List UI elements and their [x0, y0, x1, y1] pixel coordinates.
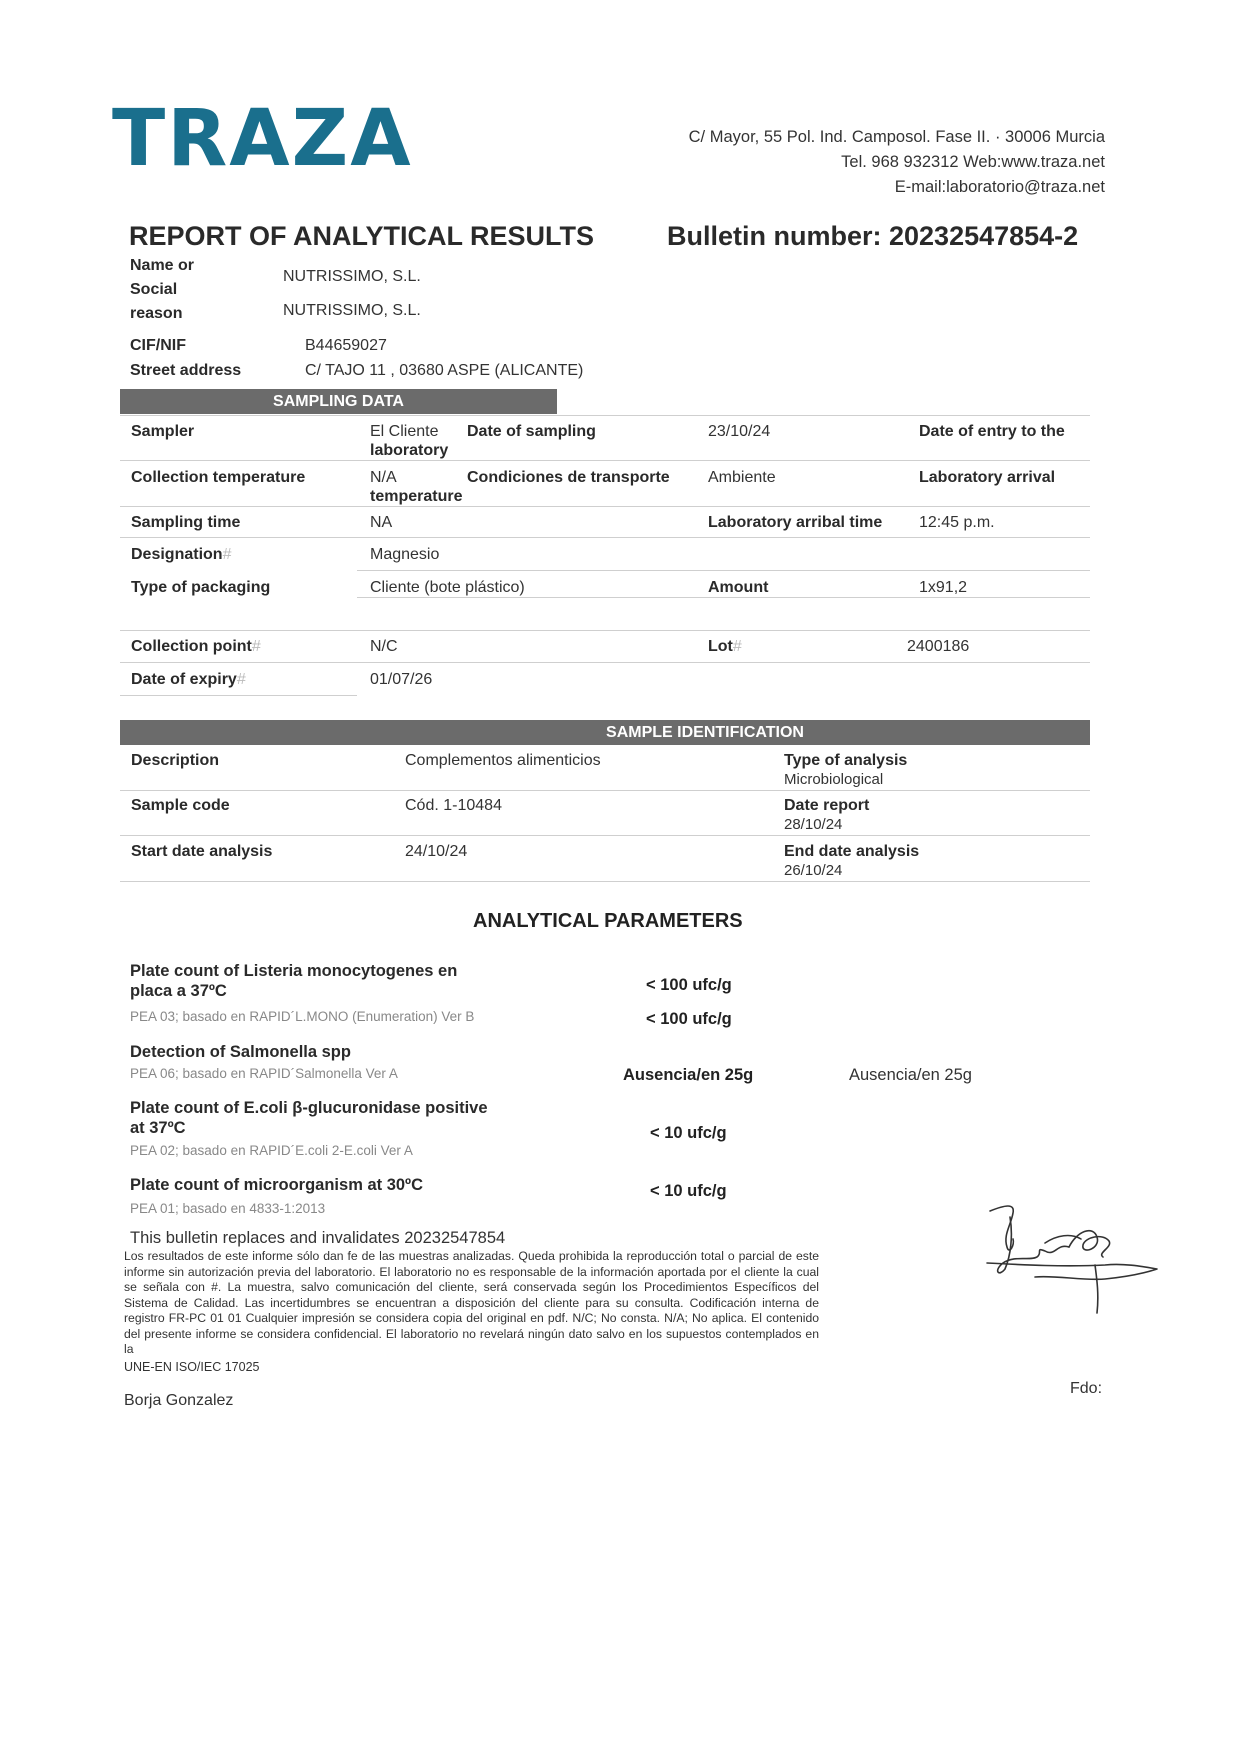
- traza-logo: TRAZA: [112, 94, 413, 184]
- designation-value: Magnesio: [370, 546, 440, 563]
- param-listeria-name: Plate count of Listeria monocytogenes en: [130, 962, 458, 980]
- divider: [120, 790, 1090, 791]
- param-salmonella-method: PEA 06; basado en RAPID´Salmonella Ver A: [130, 1066, 398, 1081]
- lab-address: C/ Mayor, 55 Pol. Ind. Camposol. Fase II. · 30006 Murcia: [688, 128, 1105, 146]
- end-date-label: End date analysis: [784, 843, 920, 860]
- collection-point-value: N/C: [370, 638, 398, 655]
- date-report-value: 28/10/24: [784, 816, 843, 833]
- sampler-value: El Cliente: [370, 423, 439, 440]
- param-listeria-name-2: placa a 37ºC: [130, 982, 227, 1000]
- description-label: Description: [131, 752, 220, 769]
- expiry-label: Date of expiry#: [131, 671, 246, 688]
- param-ecoli-name: Plate count of E.coli β-glucuronidase positive: [130, 1099, 488, 1117]
- expiry-value: 01/07/26: [370, 671, 433, 688]
- date-sampling-label: Date of sampling: [467, 423, 596, 440]
- param-ecoli-method: PEA 02; basado en RAPID´E.coli 2-E.coli Ver A: [130, 1143, 413, 1158]
- date-sampling-value: 23/10/24: [708, 423, 771, 440]
- collection-point-label: Collection point#: [131, 638, 261, 655]
- lab-arribal-time-value: 12:45 p.m.: [919, 514, 995, 531]
- param-listeria-method: PEA 03; basado en RAPID´L.MONO (Enumeration) Ver B: [130, 1009, 475, 1024]
- sampling-time-label: Sampling time: [131, 514, 241, 531]
- param-listeria-result-2: < 100 ufc/g: [646, 1010, 732, 1028]
- divider: [120, 460, 1090, 461]
- param-ecoli-result: < 10 ufc/g: [650, 1124, 727, 1142]
- lot-value: 2400186: [907, 638, 970, 655]
- sampler-label: Sampler: [131, 423, 195, 440]
- reason-label: reason: [130, 305, 183, 322]
- sampling-time-value: NA: [370, 514, 393, 531]
- lot-label: Lot#: [708, 638, 742, 655]
- start-date-label: Start date analysis: [131, 843, 273, 860]
- start-date-value: 24/10/24: [405, 843, 468, 860]
- street-value: C/ TAJO 11 , 03680 ASPE (ALICANTE): [305, 362, 584, 379]
- divider: [120, 415, 1090, 416]
- param-salmonella-limit: Ausencia/en 25g: [849, 1066, 972, 1084]
- divider: [120, 835, 1090, 836]
- divider: [120, 881, 1090, 882]
- packaging-value: Cliente (bote plástico): [370, 579, 525, 596]
- divider: [120, 537, 1090, 538]
- divider: [120, 662, 1090, 663]
- client-reason: NUTRISSIMO, S.L.: [283, 302, 421, 319]
- signer-name: Borja Gonzalez: [124, 1392, 234, 1409]
- street-label: Street address: [130, 362, 242, 379]
- social-label: Social: [130, 281, 178, 298]
- cif-label: CIF/NIF: [130, 337, 186, 354]
- type-analysis-label: Type of analysis: [784, 752, 908, 769]
- lab-tel-web: Tel. 968 932312 Web:www.traza.net: [841, 153, 1105, 171]
- divider: [120, 695, 357, 696]
- collection-temp-value-2: temperature: [370, 488, 463, 505]
- client-name: NUTRISSIMO, S.L.: [283, 268, 421, 285]
- sampling-data-header: SAMPLING DATA: [120, 389, 557, 414]
- disclaimer-text: Los resultados de este informe sólo dan fe de las muestras analizadas. Queda prohibida la reproducción total o parcial de este informe sin autorización previa del laboratorio. El laboratorio no es responsable de la información aportada por el cliente la cual se señala con #. La muestra, salvo comunicación del cliente, será conservada según los Procedimientos Específicos del Sistema de Calidad. Las incertidumbres se encuentran a disposición del cliente para su consulta. Codificación interna de registro FR-PC 01 01 Cualquier impresión se considera copia del original en pdf. N/C; No consta. N/A; No aplica. El contenido del presente informe se considera confidencial. El laboratorio no revelará ningún dato salvo en los supuestos contemplados en la: [124, 1249, 819, 1356]
- bulletin-number: Bulletin number: 20232547854-2: [667, 221, 1079, 251]
- lab-arribal-time-label: Laboratory arribal time: [708, 514, 883, 531]
- amount-value: 1x91,2: [919, 579, 968, 596]
- param-ecoli-name-2: at 37ºC: [130, 1119, 186, 1137]
- lab-arrival-label: Laboratory arrival: [919, 469, 1056, 486]
- divider: [120, 630, 1090, 631]
- divider: [357, 570, 1090, 571]
- collection-temp-label: Collection temperature: [131, 469, 306, 486]
- param-microorganism-result: < 10 ufc/g: [650, 1182, 727, 1200]
- param-microorganism-name: Plate count of microorganism at 30ºC: [130, 1176, 424, 1194]
- transport-value: Ambiente: [708, 469, 776, 486]
- param-salmonella-result: Ausencia/en 25g: [623, 1066, 754, 1084]
- sample-code-value: Cód. 1-10484: [405, 797, 502, 814]
- description-value: Complementos alimenticios: [405, 752, 601, 769]
- divider: [357, 597, 1090, 598]
- analytical-parameters-title: ANALYTICAL PARAMETERS: [473, 910, 743, 932]
- param-microorganism-method: PEA 01; basado en 4833-1:2013: [130, 1201, 326, 1216]
- fdo-label: Fdo:: [1070, 1380, 1103, 1397]
- lab-email: E-mail:laboratorio@traza.net: [894, 178, 1105, 196]
- cif-value: B44659027: [305, 337, 387, 354]
- signature-image: [985, 1195, 1165, 1325]
- replaces-text: This bulletin replaces and invalidates 20232547854: [130, 1229, 506, 1247]
- sample-identification-header: SAMPLE IDENTIFICATION: [120, 720, 1090, 745]
- param-salmonella-name: Detection of Salmonella spp: [130, 1043, 351, 1061]
- designation-label: Designation#: [131, 546, 232, 563]
- name-label: Name or: [130, 257, 195, 274]
- divider: [120, 506, 1090, 507]
- type-analysis-value: Microbiological: [784, 771, 884, 788]
- packaging-label: Type of packaging: [131, 579, 271, 596]
- collection-temp-value: N/A: [370, 469, 397, 486]
- end-date-value: 26/10/24: [784, 862, 843, 879]
- transport-label: Condiciones de transporte: [467, 469, 670, 486]
- date-entry-label: Date of entry to the: [919, 423, 1065, 440]
- param-listeria-result: < 100 ufc/g: [646, 976, 732, 994]
- date-report-label: Date report: [784, 797, 870, 814]
- norm-text: UNE-EN ISO/IEC 17025: [124, 1360, 260, 1374]
- amount-label: Amount: [708, 579, 769, 596]
- sampler-value-2: laboratory: [370, 442, 449, 459]
- report-title: REPORT OF ANALYTICAL RESULTS: [129, 221, 595, 251]
- sample-code-label: Sample code: [131, 797, 230, 814]
